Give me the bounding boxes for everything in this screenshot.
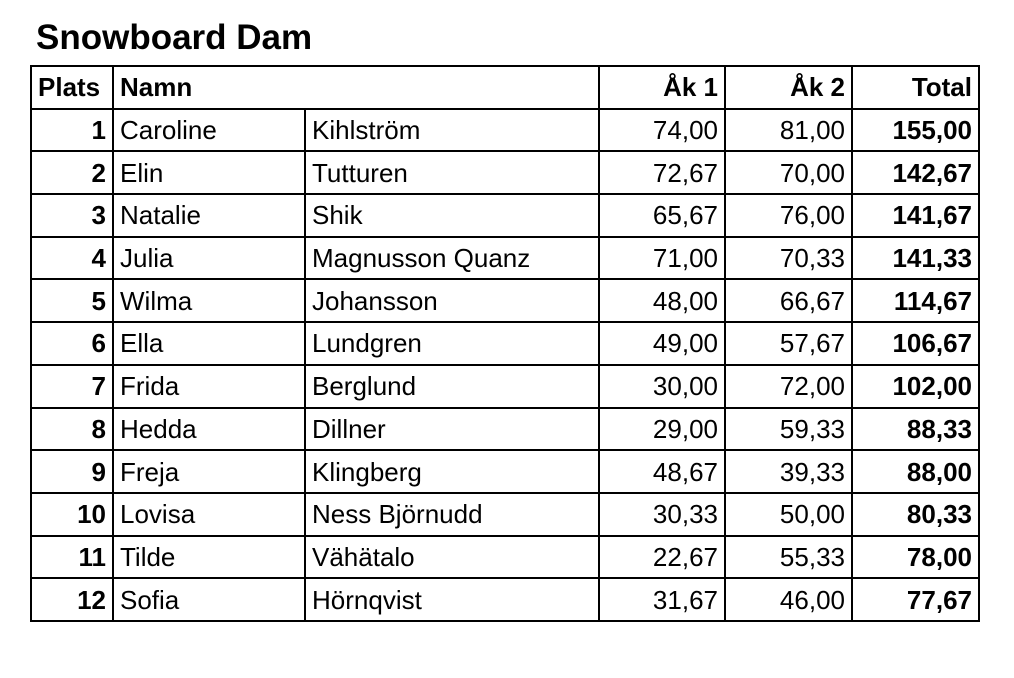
cell-plats: 12 [31, 578, 113, 621]
cell-ak2: 72,00 [725, 365, 852, 408]
table-row [31, 450, 979, 493]
cell-plats: 10 [31, 493, 113, 536]
cell-ak1: 71,00 [599, 237, 725, 280]
cell-last-name: Kihlström [305, 109, 599, 152]
cell-plats: 1 [31, 109, 113, 152]
cell-first-name: Frida [113, 365, 305, 408]
cell-ak1: 30,33 [599, 493, 725, 536]
cell-plats: 3 [31, 194, 113, 237]
cell-ak1: 72,67 [599, 151, 725, 194]
table-row [31, 151, 979, 194]
cell-ak1: 30,00 [599, 365, 725, 408]
cell-first-name: Hedda [113, 408, 305, 451]
cell-first-name: Natalie [113, 194, 305, 237]
cell-total: 141,67 [852, 194, 979, 237]
cell-ak2: 57,67 [725, 322, 852, 365]
cell-ak2: 70,33 [725, 237, 852, 280]
cell-ak1: 31,67 [599, 578, 725, 621]
table-row [31, 237, 979, 280]
table-row [31, 578, 979, 621]
cell-last-name: Ness Björnudd [305, 493, 599, 536]
cell-total: 78,00 [852, 536, 979, 579]
cell-last-name: Dillner [305, 408, 599, 451]
cell-first-name: Freja [113, 450, 305, 493]
table-row [31, 536, 979, 579]
cell-ak1: 48,67 [599, 450, 725, 493]
cell-total: 114,67 [852, 279, 979, 322]
cell-plats: 6 [31, 322, 113, 365]
cell-last-name: Tutturen [305, 151, 599, 194]
cell-total: 88,33 [852, 408, 979, 451]
cell-last-name: Vähätalo [305, 536, 599, 579]
cell-ak2: 55,33 [725, 536, 852, 579]
cell-first-name: Julia [113, 237, 305, 280]
cell-last-name: Berglund [305, 365, 599, 408]
results-table [30, 65, 980, 622]
cell-ak2: 66,67 [725, 279, 852, 322]
cell-ak2: 46,00 [725, 578, 852, 621]
cell-total: 77,67 [852, 578, 979, 621]
cell-plats: 8 [31, 408, 113, 451]
cell-last-name: Klingberg [305, 450, 599, 493]
table-row [31, 194, 979, 237]
header-plats: Plats [31, 66, 113, 109]
cell-plats: 5 [31, 279, 113, 322]
cell-last-name: Magnusson Quanz [305, 237, 599, 280]
cell-total: 102,00 [852, 365, 979, 408]
cell-first-name: Ella [113, 322, 305, 365]
cell-first-name: Tilde [113, 536, 305, 579]
cell-ak1: 48,00 [599, 279, 725, 322]
cell-plats: 4 [31, 237, 113, 280]
results-body [31, 109, 979, 621]
header-ak1: Åk 1 [599, 66, 725, 109]
header-ak2: Åk 2 [725, 66, 852, 109]
cell-first-name: Sofia [113, 578, 305, 621]
table-row [31, 322, 979, 365]
cell-total: 80,33 [852, 493, 979, 536]
cell-ak1: 49,00 [599, 322, 725, 365]
cell-ak1: 22,67 [599, 536, 725, 579]
cell-total: 141,33 [852, 237, 979, 280]
cell-last-name: Johansson [305, 279, 599, 322]
table-row [31, 279, 979, 322]
cell-first-name: Elin [113, 151, 305, 194]
cell-ak1: 74,00 [599, 109, 725, 152]
table-row [31, 408, 979, 451]
cell-first-name: Caroline [113, 109, 305, 152]
page-title: Snowboard Dam [36, 18, 313, 57]
table-row [31, 365, 979, 408]
cell-plats: 9 [31, 450, 113, 493]
cell-ak1: 29,00 [599, 408, 725, 451]
header-namn: Namn [113, 66, 599, 109]
table-row [31, 493, 979, 536]
cell-last-name: Shik [305, 194, 599, 237]
cell-last-name: Lundgren [305, 322, 599, 365]
cell-ak2: 76,00 [725, 194, 852, 237]
cell-ak2: 70,00 [725, 151, 852, 194]
cell-first-name: Lovisa [113, 493, 305, 536]
cell-total: 155,00 [852, 109, 979, 152]
cell-ak2: 39,33 [725, 450, 852, 493]
header-row [31, 66, 979, 109]
cell-plats: 2 [31, 151, 113, 194]
cell-ak2: 81,00 [725, 109, 852, 152]
cell-last-name: Hörnqvist [305, 578, 599, 621]
cell-plats: 7 [31, 365, 113, 408]
cell-ak2: 50,00 [725, 493, 852, 536]
cell-first-name: Wilma [113, 279, 305, 322]
cell-total: 106,67 [852, 322, 979, 365]
cell-ak1: 65,67 [599, 194, 725, 237]
cell-total: 142,67 [852, 151, 979, 194]
cell-plats: 11 [31, 536, 113, 579]
cell-ak2: 59,33 [725, 408, 852, 451]
cell-total: 88,00 [852, 450, 979, 493]
table-row [31, 109, 979, 152]
header-total: Total [852, 66, 979, 109]
